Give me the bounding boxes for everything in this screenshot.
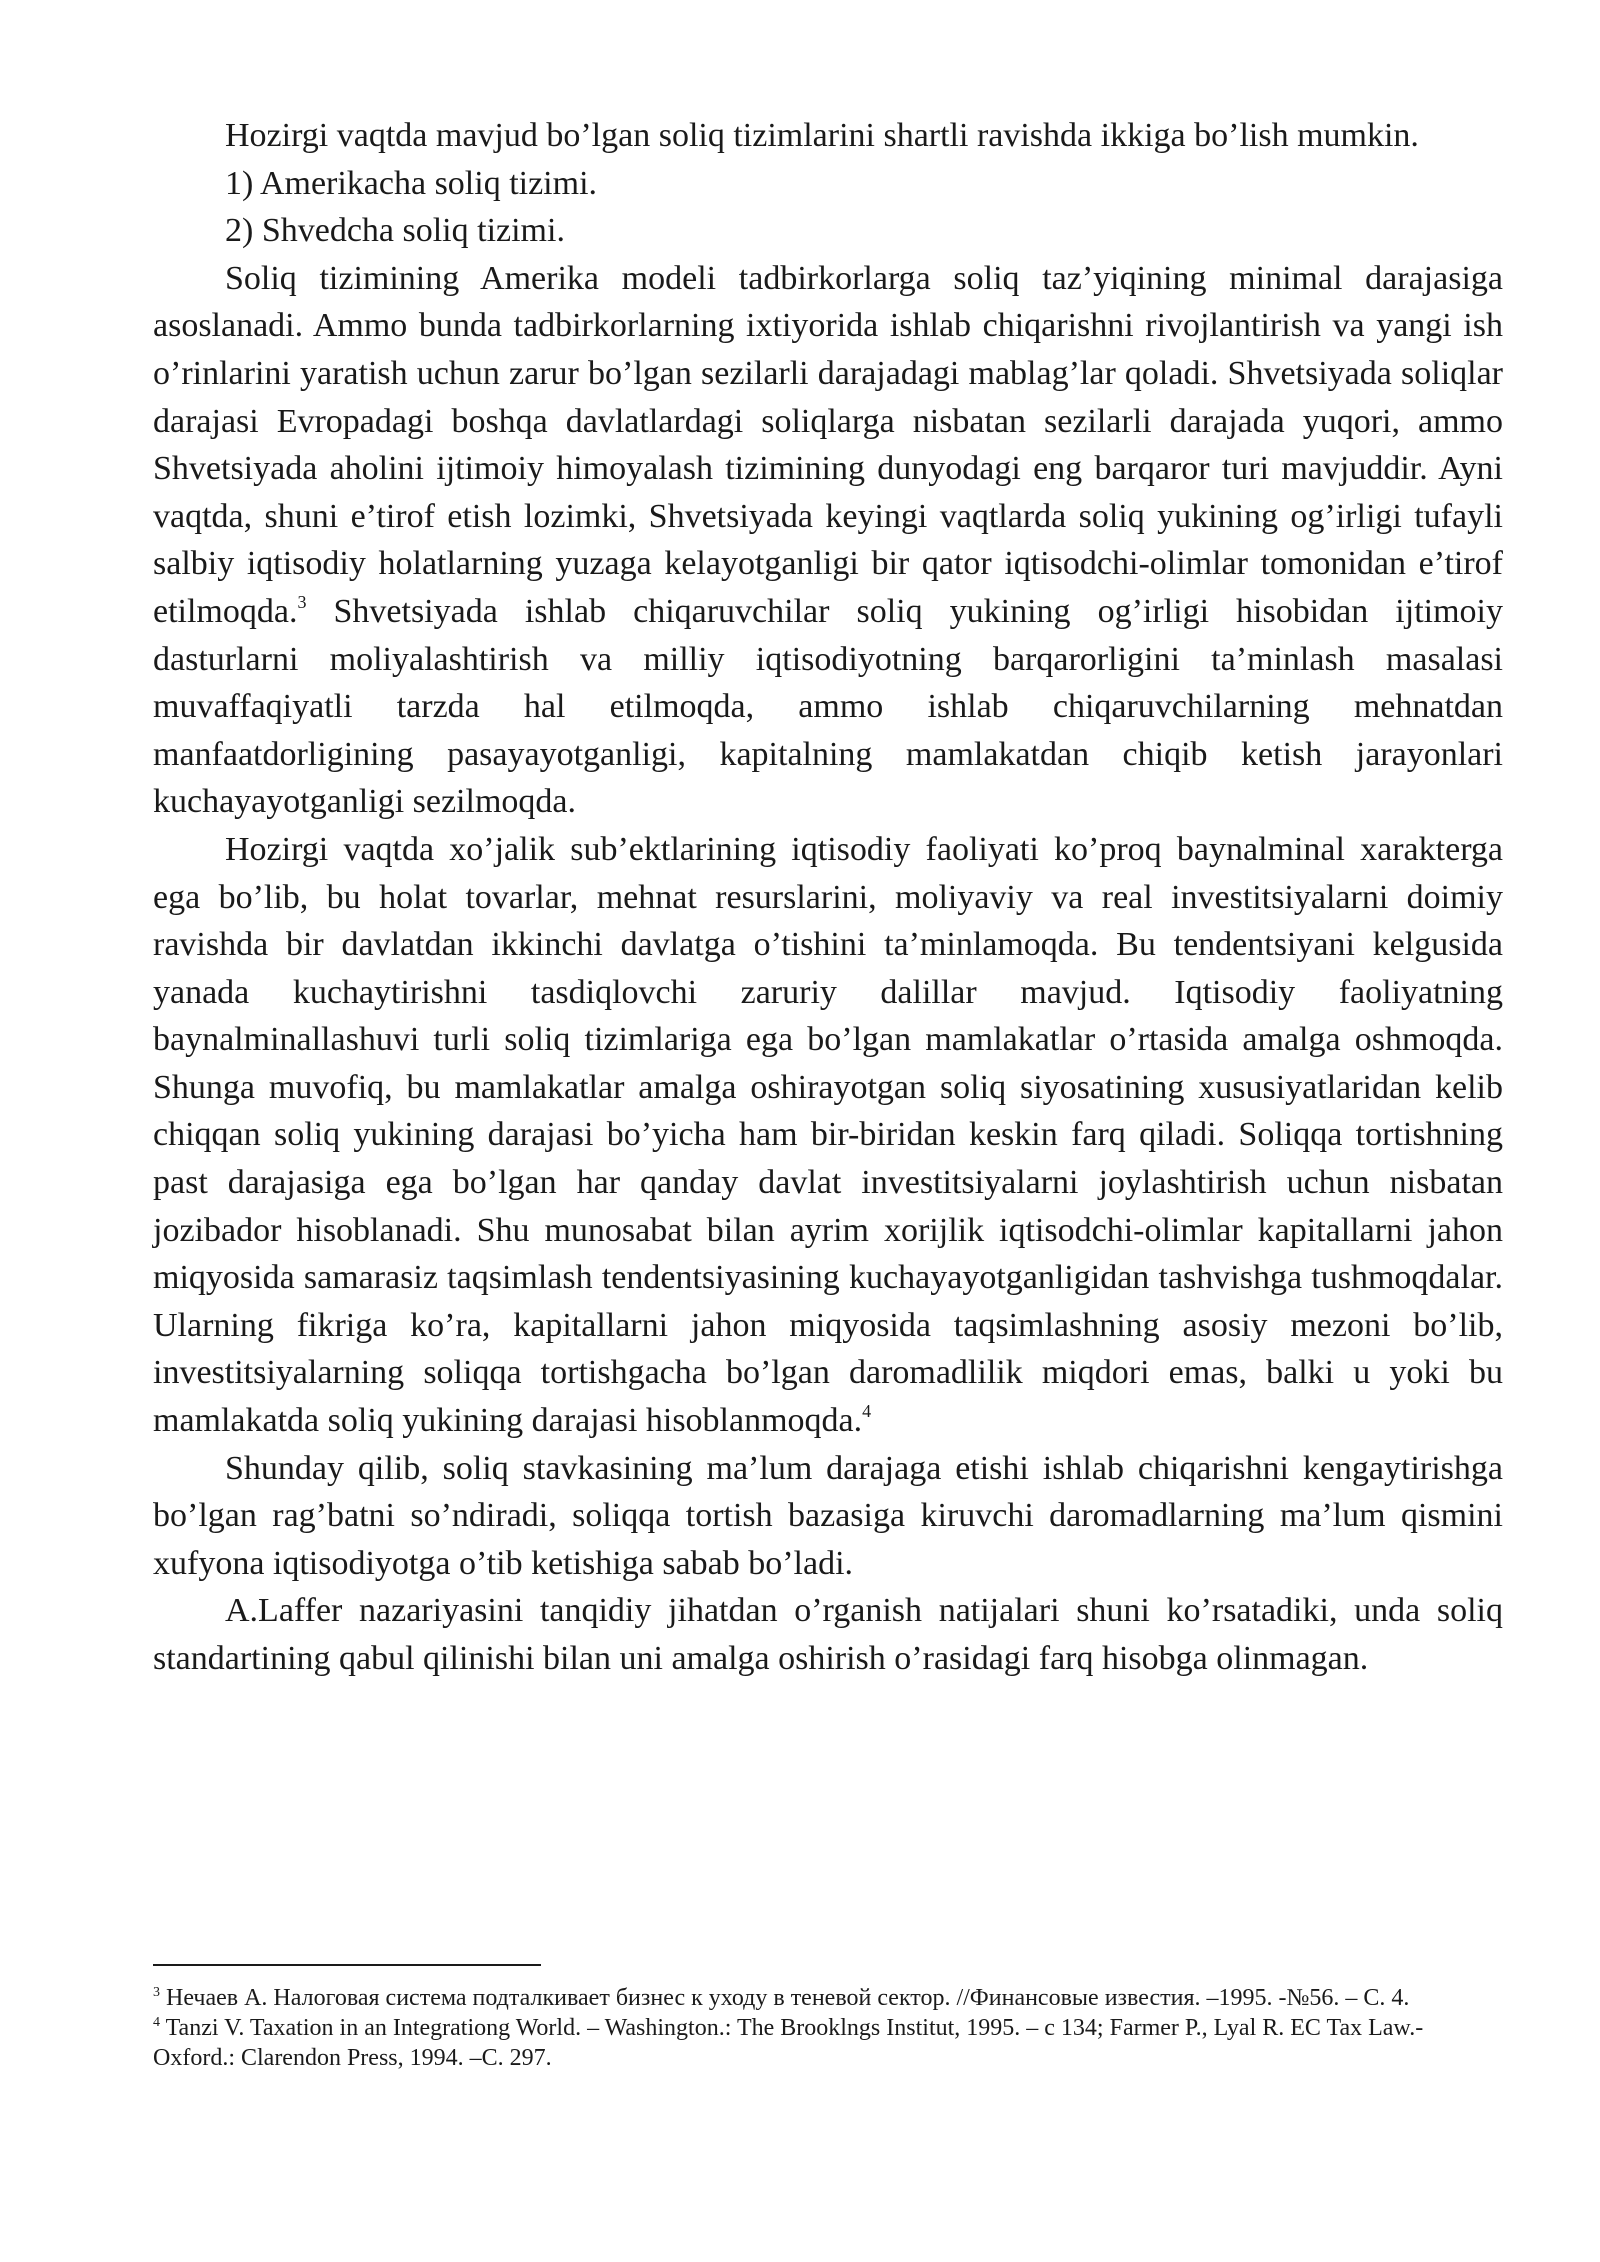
paragraph-tax-models	[153, 255, 1503, 826]
paragraph-tax-models-tail: Shvetsiyada ishlab chiqaruvchilar soliq yukining og’irligi hisobidan ijtimoiy dasturlarni moliyalashtirish va milliy iqtisodiyotning barqarorligini ta’minlash masalasi muvaffaqiyatli tarzda hal etilmoqda, ammo ishlab chiqaruvchilarning mehnatdan manfaatdorligining pasayayotganligi, kapitalning mamlakatdan chiqib ketish jarayonlari kuchayayotganligi sezilmoqda.	[153, 592, 1503, 821]
list-item-swedish-system: 2) Shvedcha soliq tizimi.	[225, 212, 565, 250]
footnotes	[153, 1983, 1483, 2073]
footnote-ref-4: 4	[862, 1401, 872, 1422]
footnote-text: Нечаев А. Налоговая система подталкивает бизнес к уходу в теневой сектор. //Финансовые известия. –1995. -№56. – С. 4.	[160, 1985, 1410, 2011]
footnote-ref-3: 3	[297, 591, 307, 612]
list-item-american-system: 1) Amerikacha soliq tizimi.	[225, 164, 598, 202]
footnote-item	[153, 1983, 1483, 2013]
paragraph-internationalization	[153, 826, 1503, 1445]
paragraph-intro: Hozirgi vaqtda mavjud bo’lgan soliq tizimlarini shartli ravishda ikkiga bo’lish mumkin.	[225, 117, 1419, 154]
footnote-item	[153, 2013, 1483, 2073]
footnote-text: Tanzi V. Taxation in an Integrationg World. – Washington.: The Brooklngs Institut, 1995. – c 134; Farmer P., Lyal R. EC Tax Law.-Oxford.: Clarendon Press, 1994. –C. 297.	[153, 2015, 1424, 2071]
paragraph-internationalization-text: Hozirgi vaqtda xo’jalik sub’ektlarining iqtisodiy faoliyati ko’proq baynalminal xarakterga ega bo’lib, bu holat tovarlar, mehnat resurslarini, moliyaviy va real investitsiyalarni doimiy ravishda bir davlatdan ikkinchi davlatga o’tishini ta’minlamoqda. Bu tendentsiyani kelgusida yanada kuchaytirishni tasdiqlovchi zaruriy dalillar mavjud. Iqtisodiy faoliyatning baynalminallashuvi turli soliq tizimlariga ega bo’lgan mamlakatlar o’rtasida amalga oshmoqda. Shunga muvofiq, bu mamlakatlar amalga oshirayotgan soliq siyosatining xususiyatlaridan kelib chiqqan soliq yukining darajasi bo’yicha ham bir-biridan keskin farq qiladi. Soliqqa tortishning past darajasiga ega bo’lgan har qanday davlat investitsiyalarni joylashtirish uchun nisbatan jozibador hisoblanadi. Shu munosabat bilan ayrim xorijlik iqtisodchi-olimlar kapitallarni jahon miqyosida samarasiz taqsimlash tendentsiyasining kuchayayotganligidan tashvishga tushmoqdalar. Ularning fikriga ko’ra, kapitallarni jahon miqyosida taqsimlashning asosiy mezoni bo’lib, investitsiyalarning soliqqa tortishgacha bo’lgan daromadlilik miqdori emas, balki u yoki bu mamlakatda soliq yukining darajasi hisoblanmoqda.	[153, 830, 1503, 1440]
paragraph-laffer: A.Laffer nazariyasini tanqidiy jihatdan o’rganish natijalari shuni ko’rsatadiki, unda soliq standartining qabul qilinishi bilan uni amalga oshirish o’rasidagi farq hisobga olinmagan.	[153, 1592, 1503, 1677]
document-body	[153, 112, 1503, 1683]
paragraph-tax-rate: Shunday qilib, soliq stavkasining ma’lum darajaga etishi ishlab chiqarishni kengaytirishga bo’lgan rag’batni so’ndiradi, soliqqa tortish bazasiga kiruvchi daromadlarning ma’lum qismini xufyona iqtisodiyotga o’tib ketishiga sabab bo’ladi.	[153, 1449, 1503, 1582]
paragraph-tax-models-text: Soliq tizimining Amerika modeli tadbirkorlarga soliq taz’yiqining minimal darajasiga asoslanadi. Ammo bunda tadbirkorlarning ixtiyorida ishlab chiqarishni rivojlantirish va yangi ish o’rinlarini yaratish uchun zarur bo’lgan sezilarli darajadagi mablag’lar qoladi. Shvetsiyada soliqlar darajasi Evropadagi boshqa davlatlardagi soliqlarga nisbatan sezilarli darajada yuqori, ammo Shvetsiyada aholini ijtimoiy himoyalash tizimining dunyodagi eng barqaror turi mavjuddir. Ayni vaqtda, shuni e’tirof etish lozimki, Shvetsiyada keyingi vaqtlarda soliq yukining og’irligi tufayli salbiy iqtisodiy holatlarning yuzaga kelayotganligi bir qator iqtisodchi-olimlar tomonidan e’tirof etilmoqda.	[153, 259, 1503, 630]
footnote-number: 4	[153, 2015, 160, 2030]
footnote-separator	[153, 1964, 541, 1966]
footnote-number: 3	[153, 1985, 160, 2000]
